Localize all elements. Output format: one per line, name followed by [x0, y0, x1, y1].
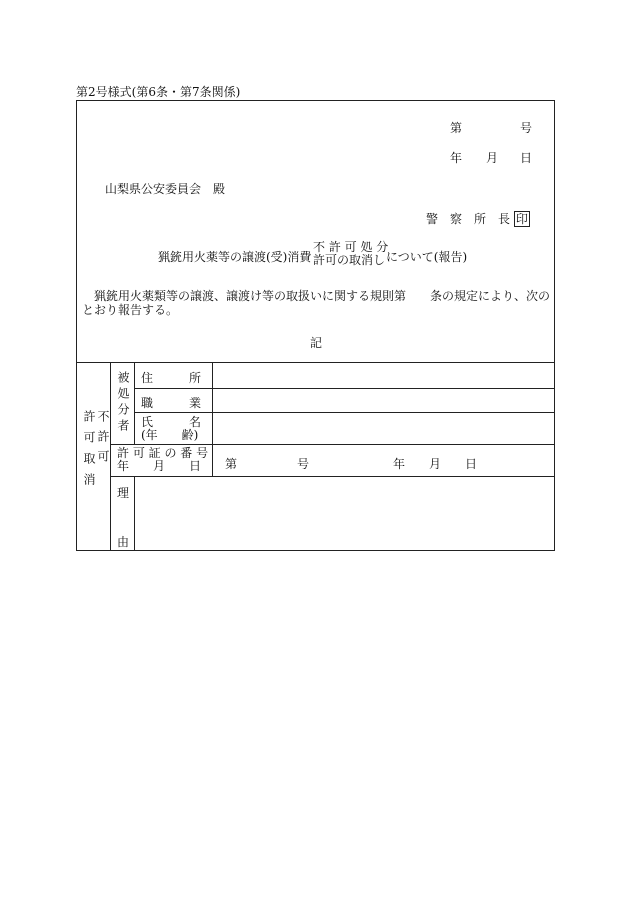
report-number-prefix: 第: [450, 121, 463, 135]
title-option-revocation: 許可の取消し: [313, 253, 386, 267]
outer-column-divider: [110, 362, 111, 551]
sender-name: 警 察 所 長: [426, 212, 511, 226]
report-number-suffix: 号: [520, 121, 533, 135]
reason-column-divider: [134, 476, 135, 551]
date-year-label: 年: [450, 151, 463, 165]
subject-column-divider: [134, 362, 135, 444]
outer-label-col1: 不許可: [96, 410, 110, 470]
row-divider-permit: [110, 476, 555, 477]
title-options: [313, 241, 388, 267]
body-line-1: 猟銃用火薬類等の譲渡、譲渡け等の取扱いに関する規則第 条の規定により、次の: [94, 289, 551, 303]
age-label: (年 齢): [141, 428, 199, 442]
ki-label: 記: [310, 336, 323, 350]
title-suffix: について(報告): [386, 250, 468, 264]
report-form-frame: [76, 100, 555, 551]
seal-mark: 印: [515, 212, 528, 226]
body-line-2: とおり報告する。: [82, 303, 179, 317]
title-prefix: 猟銃用火薬等の譲渡(受)消費: [158, 250, 312, 264]
address-label: 住 所: [141, 371, 202, 385]
reason-label-top: 理: [117, 486, 130, 500]
permit-number-date-value: 第 号 年 月 日: [225, 457, 478, 471]
sender-title: [426, 210, 530, 227]
title-option-disapproval: 不 許 可 処 分: [313, 240, 389, 254]
row-divider-occupation: [134, 412, 555, 413]
outer-label-col2: 許可取消: [82, 410, 96, 494]
date-day-label: 日: [520, 151, 533, 165]
occupation-label: 職 業: [141, 396, 202, 410]
permit-label: [117, 447, 208, 473]
name-age-label: [141, 416, 201, 442]
name-label: 氏 名: [141, 415, 202, 429]
reason-label-bottom: 由: [117, 535, 130, 549]
row-divider-address: [134, 388, 555, 389]
permit-date-label: 年 月 日: [117, 459, 202, 473]
row-divider-name: [110, 444, 555, 445]
form-number-label: 第2号様式(第6条・第7条関係): [76, 85, 241, 99]
label-column-divider: [212, 362, 213, 476]
table-top-border: [76, 362, 555, 363]
permit-number-label: 許 可 証 の 番 号: [117, 446, 209, 460]
subject-label: 被処分者: [116, 371, 130, 435]
date-month-label: 月: [486, 151, 499, 165]
addressee: 山梨県公安委員会 殿: [105, 182, 226, 196]
